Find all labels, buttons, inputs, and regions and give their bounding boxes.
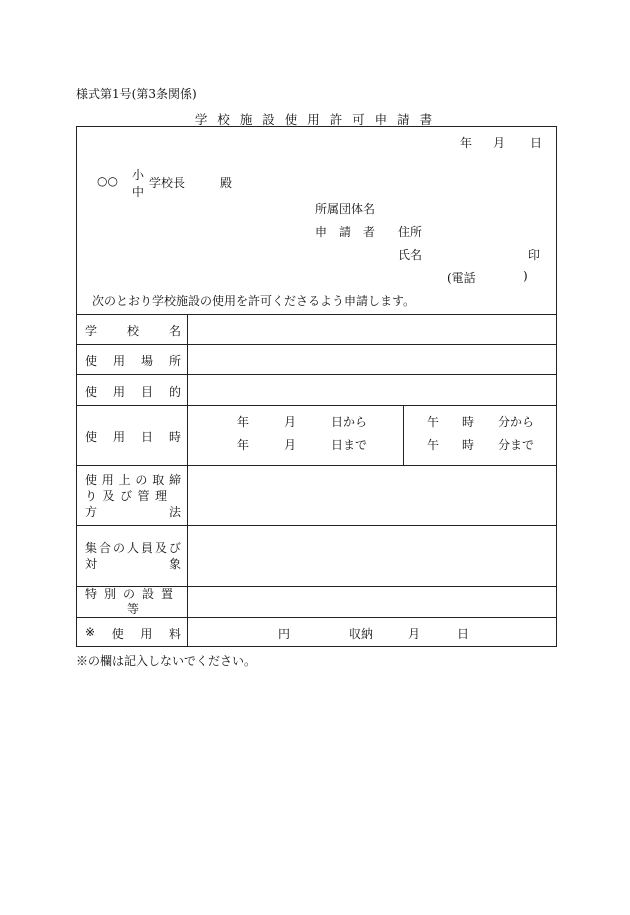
address-label: 住所: [398, 225, 423, 239]
school-placeholder: ○○: [97, 174, 118, 188]
from-hour[interactable]: 時: [462, 415, 475, 429]
to-pm[interactable]: 午: [427, 438, 440, 452]
to-month[interactable]: 月: [284, 438, 297, 452]
from-day[interactable]: 日から: [331, 415, 368, 429]
honorific: 殿: [220, 176, 233, 190]
fee-day[interactable]: 日: [457, 627, 470, 641]
label-school-name: 学 校 名: [85, 324, 181, 338]
school-type-elementary: 小: [132, 168, 145, 182]
label-special-setup: 特 別 の 設 置 等: [85, 587, 173, 616]
application-form: [76, 126, 557, 647]
date-year[interactable]: 年: [460, 136, 473, 150]
from-pm[interactable]: 午: [427, 415, 440, 429]
school-type-junior: 中: [132, 185, 145, 199]
org-name-label: 所属団体名: [315, 202, 376, 216]
to-day[interactable]: 日まで: [331, 438, 368, 452]
special-setup-field[interactable]: [188, 587, 556, 617]
from-year[interactable]: 年: [237, 415, 250, 429]
phone-close: ): [523, 269, 528, 283]
to-minute[interactable]: 分まで: [498, 438, 535, 452]
school-name-field[interactable]: [188, 315, 556, 344]
date-day[interactable]: 日: [530, 136, 543, 150]
label-fee: ※ 使 用 料: [85, 625, 181, 641]
fee-yen[interactable]: 円: [278, 627, 291, 641]
fee-month[interactable]: 月: [408, 627, 421, 641]
label-attendees: 集 合 の 人 員 及 び 対 象: [85, 541, 181, 571]
management-field[interactable]: [188, 466, 556, 525]
fee-receipt[interactable]: 収納: [349, 627, 374, 641]
request-text: 次のとおり学校施設の使用を許可くださるよう申請します。: [92, 294, 416, 308]
location-field[interactable]: [188, 345, 556, 374]
form-title: 学 校 施 設 使 用 許 可 申 請 書: [194, 112, 436, 127]
label-location: 使 用 場 所: [85, 354, 181, 368]
name-label: 氏名: [398, 248, 423, 262]
from-minute[interactable]: 分から: [498, 415, 535, 429]
label-datetime: 使 用 日 時: [85, 430, 181, 444]
phone-label: (電話: [447, 271, 476, 285]
seal-label: 印: [528, 248, 541, 262]
principal-label: 学校長: [149, 176, 186, 190]
label-purpose: 使 用 目 的: [85, 385, 181, 399]
label-management: 使 用 上 の 取 締 り 及 び 管 理 方 法: [85, 473, 181, 519]
form-code: 様式第1号(第3条関係): [76, 87, 197, 101]
to-hour[interactable]: 時: [462, 438, 475, 452]
footnote: ※の欄は記入しないでください。: [76, 654, 257, 668]
to-year[interactable]: 年: [237, 438, 250, 452]
purpose-field[interactable]: [188, 375, 556, 405]
date-month[interactable]: 月: [493, 136, 506, 150]
attendees-field[interactable]: [188, 526, 556, 586]
applicant-label: 申 請 者: [315, 225, 376, 239]
from-month[interactable]: 月: [284, 415, 297, 429]
